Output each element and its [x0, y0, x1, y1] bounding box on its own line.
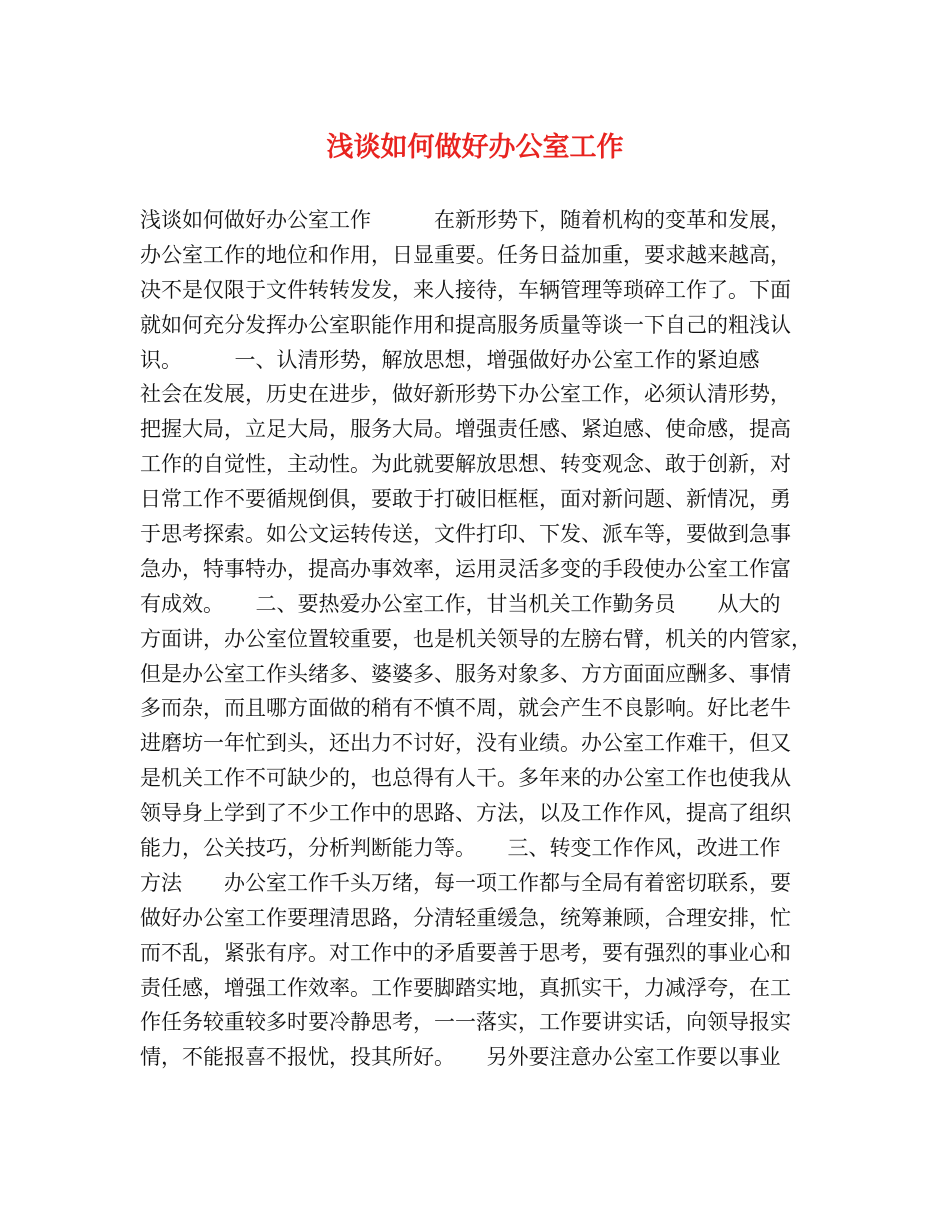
body-line: 社会在发展，历史在进步，做好新形势下办公室工作，必须认清形势， — [140, 382, 791, 407]
body-line: 日常工作不要循规倒俱，要敢于打破旧框框，面对新问题、新情况，勇 — [140, 487, 791, 512]
document-title: 浅谈如何做好办公室工作 — [326, 132, 624, 163]
body-line: 是机关工作不可缺少的，也总得有人干。多年来的办公室工作也使我从 — [140, 766, 791, 791]
body-line: 责任感，增强工作效率。工作要脚踏实地，真抓实干，力减浮夸，在工 — [140, 975, 791, 1000]
body-line: 识。 一、认清形势，解放思想，增强做好办公室工作的紧迫感 — [140, 347, 760, 372]
body-line: 就如何充分发挥办公室职能作用和提高服务质量等谈一下自己的粗浅认 — [140, 312, 791, 337]
body-line: 方法 办公室工作千头万绪，每一项工作都与全局有着密切联系，要 — [140, 870, 791, 895]
body-line: 工作的自觉性，主动性。为此就要解放思想、转变观念、敢于创新，对 — [140, 452, 791, 477]
body-line: 多而杂，而且哪方面做的稍有不慎不周，就会产生不良影响。好比老牛 — [140, 696, 791, 721]
body-line: 领导身上学到了不少工作中的思路、方法，以及工作作风，提高了组织 — [140, 801, 791, 826]
body-line: 作任务较重较多时要冷静思考，一一落实，工作要讲实话，向领导报实 — [140, 1010, 791, 1035]
body-line: 决不是仅限于文件转转发发，来人接待，车辆管理等琐碎工作了。下面 — [140, 277, 791, 302]
body-line: 进磨坊一年忙到头，还出力不讨好，没有业绩。办公室工作难干，但又 — [140, 731, 791, 756]
body-line: 办公室工作的地位和作用，日显重要。任务日益加重，要求越来越高， — [140, 242, 791, 267]
body-line: 但是办公室工作头绪多、婆婆多、服务对象多、方方面面应酬多、事情 — [140, 661, 791, 686]
body-line: 情，不能报喜不报忧，投其所好。 另外要注意办公室工作要以事业 — [140, 1045, 781, 1070]
document-body — [140, 203, 840, 1075]
body-line: 浅谈如何做好办公室工作 在新形势下，随着机构的变革和发展， — [140, 208, 791, 232]
body-line: 有成效。 二、要热爱办公室工作，甘当机关工作勤务员 从大的 — [140, 591, 781, 616]
body-line: 方面讲，办公室位置较重要，也是机关领导的左膀右臂，机关的内管家， — [140, 626, 812, 651]
body-line: 做好办公室工作要理清思路，分清轻重缓急，统筹兼顾，合理安排，忙 — [140, 905, 791, 930]
body-line: 能力，公关技巧，分析判断能力等。 三、转变工作作风，改进工作 — [140, 836, 781, 861]
body-line: 而不乱，紧张有序。对工作中的矛盾要善于思考，要有强烈的事业心和 — [140, 940, 791, 965]
body-line: 于思考探索。如公文运转传送，文件打印、下发、派车等，要做到急事 — [140, 522, 791, 547]
body-line: 急办，特事特办，提高办事效率，运用灵活多变的手段使办公室工作富 — [140, 556, 791, 581]
body-line: 把握大局，立足大局，服务大局。增强责任感、紧迫感、使命感，提高 — [140, 417, 791, 442]
